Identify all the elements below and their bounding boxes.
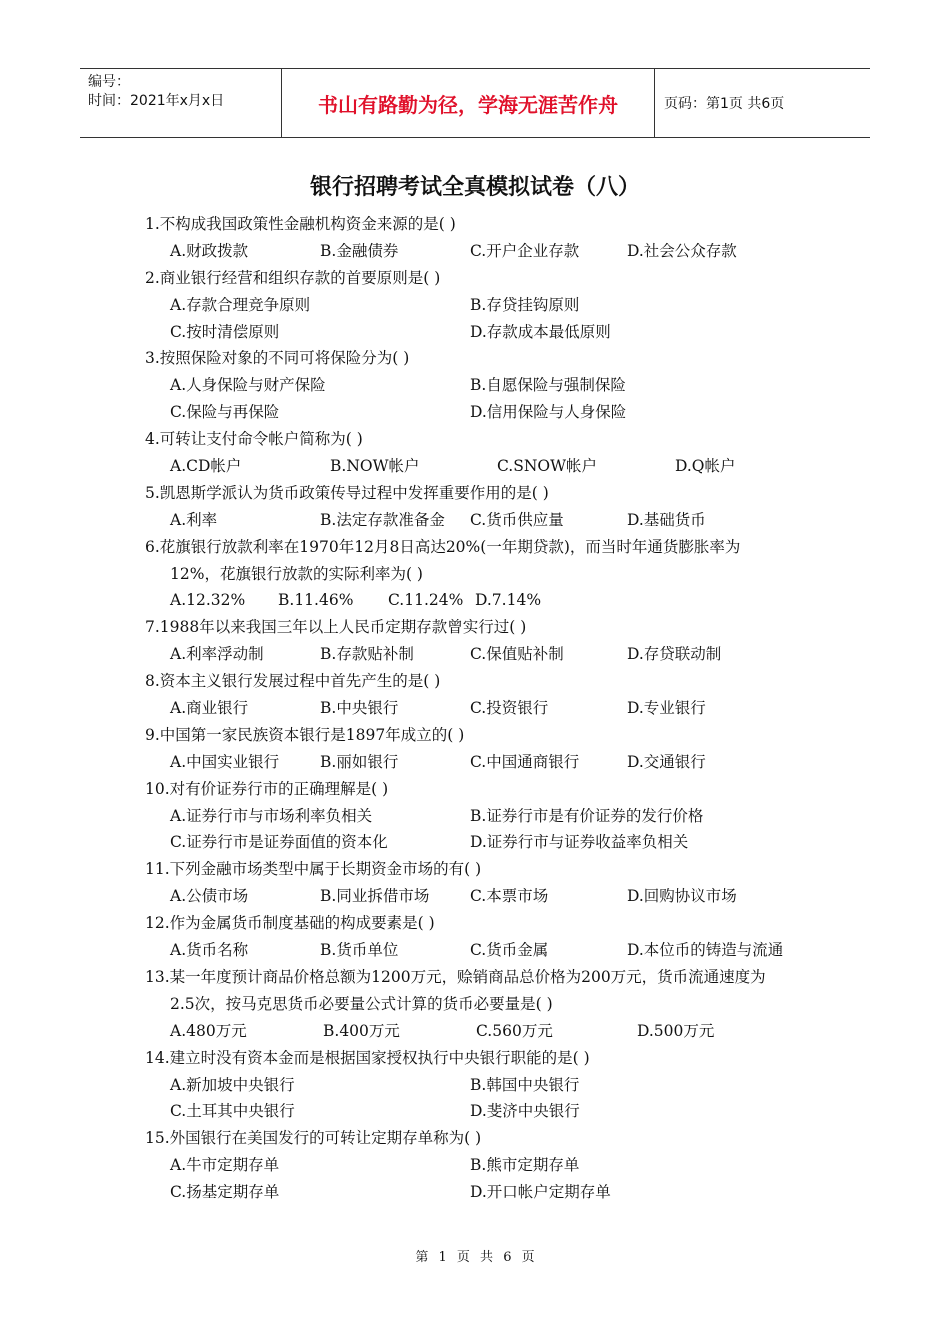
answer-option: B.熊市定期存单 (470, 1156, 580, 1175)
page-footer: 第 1 页 共 6 页 (415, 1250, 535, 1265)
option-row (145, 453, 835, 480)
answer-option: C.货币供应量 (470, 510, 564, 529)
question-text: 2.商业银行经营和组织存款的首要原则是( ) (145, 268, 441, 287)
answer-option: A.公债市场 (170, 887, 249, 906)
answer-option: A.CD帐户 (170, 457, 242, 476)
option-row (145, 399, 835, 426)
answer-option: B.400万元 (323, 1021, 400, 1040)
answer-option: B.中央银行 (320, 699, 399, 718)
answer-option: C.本票市场 (470, 887, 549, 906)
page-header (80, 68, 870, 138)
question-text: 9.中国第一家民族资本银行是1897年成立的( ) (145, 725, 465, 744)
header-meta (80, 69, 281, 137)
answer-option: D.Q帐户 (675, 457, 736, 476)
answer-option: A.财政拨款 (170, 241, 249, 260)
answer-option: B.NOW帐户 (330, 457, 420, 476)
answer-option: D.500万元 (637, 1021, 715, 1040)
answer-option: B.韩国中央银行 (470, 1075, 580, 1094)
answer-option: C.证券行市是证券面值的资本化 (170, 833, 388, 852)
header-page-label: 页码：第1页 共6页 (664, 96, 785, 112)
question-text: 1.不构成我国政策性金融机构资金来源的是( ) (145, 215, 456, 233)
question-text: 15.外国银行在美国发行的可转让定期存单称为( ) (145, 1129, 482, 1148)
answer-option: A.证券行市与市场利率负相关 (170, 806, 373, 825)
answer-option: A.货币名称 (170, 941, 249, 960)
option-row (145, 292, 835, 319)
answer-option: C.560万元 (476, 1021, 553, 1040)
option-row (145, 829, 835, 856)
answer-option: D.社会公众存款 (627, 241, 737, 260)
answer-option: C.SNOW帐户 (497, 457, 598, 476)
answer-option: C.开户企业存款 (470, 241, 580, 260)
option-row (145, 319, 835, 346)
answer-option: C.按时清偿原则 (170, 322, 280, 341)
answer-option: B.丽如银行 (320, 752, 399, 771)
answer-option: D.证券行市与证券收益率负相关 (470, 833, 689, 852)
answer-option: D.基础货币 (627, 510, 706, 529)
answer-option: D.斐济中央银行 (470, 1102, 580, 1121)
answer-option: B.存贷挂钩原则 (470, 295, 580, 314)
question-text: 5.凯恩斯学派认为货币政策传导过程中发挥重要作用的是( ) (145, 483, 549, 502)
answer-option: B.自愿保险与强制保险 (470, 376, 626, 395)
exam-title: 银行招聘考试全真模拟试卷（八） (309, 175, 640, 200)
question-text: 11.下列金融市场类型中属于长期资金市场的有( ) (145, 860, 482, 879)
answer-option: B.存款贴补制 (320, 645, 414, 664)
answer-option: B.11.46% (278, 591, 354, 610)
option-row (145, 937, 835, 964)
answer-option: C.投资银行 (470, 699, 549, 718)
number-label: 编号： (88, 74, 130, 90)
question-text: 7.1988年以来我国三年以上人民币定期存款曾实行过( ) (145, 618, 527, 637)
option-row (145, 238, 835, 265)
answer-option: B.法定存款准备金 (320, 510, 445, 529)
answer-option: A.利率 (170, 510, 218, 529)
option-row (145, 1018, 835, 1045)
question-text: 12.作为金属货币制度基础的构成要素是( ) (145, 914, 435, 933)
answer-option: D.开口帐户定期存单 (470, 1183, 611, 1202)
option-row (145, 507, 835, 534)
header-motto: 书山有路勤为径，学海无涯苦作舟 (281, 69, 655, 137)
question-text: 14.建立时没有资本金而是根据国家授权执行中央银行职能的是( ) (145, 1048, 590, 1067)
answer-option: C.土耳其中央银行 (170, 1102, 295, 1121)
question-text: 13.某一年度预计商品价格总额为1200万元，赊销商品总价格为200万元，货币流通速度为 (145, 967, 766, 986)
answer-option: A.人身保险与财产保险 (170, 376, 326, 395)
question-text: 6.花旗银行放款利率在1970年12月8日高达20%(一年期贷款)，而当时年通货膨胀率为 (145, 537, 741, 556)
answer-option: C.中国通商银行 (470, 752, 580, 771)
option-row (145, 641, 835, 668)
answer-option: B.金融债券 (320, 241, 399, 260)
answer-option: D.交通银行 (627, 752, 706, 771)
answer-option: C.扬基定期存单 (170, 1183, 280, 1202)
option-row (145, 1179, 835, 1206)
option-row (145, 372, 835, 399)
answer-option: D.信用保险与人身保险 (470, 403, 627, 422)
option-row (145, 695, 835, 722)
answer-option: A.新加坡中央银行 (170, 1075, 295, 1094)
answer-option: C.保值贴补制 (470, 645, 564, 664)
option-row (145, 1072, 835, 1099)
answer-option: C.11.24% (388, 591, 464, 610)
answer-option: B.货币单位 (320, 941, 399, 960)
answer-option: A.存款合理竞争原则 (170, 295, 311, 314)
answer-option: A.480万元 (170, 1021, 247, 1040)
question-text: 10.对有价证券行市的正确理解是( ) (145, 779, 389, 798)
answer-option: A.中国实业银行 (170, 752, 280, 771)
question-text-continued: 2.5次，按马克思货币必要量公式计算的货币必要量是( ) (170, 994, 553, 1013)
option-row (145, 587, 835, 614)
answer-option: D.专业银行 (627, 699, 706, 718)
answer-option: D.本位币的铸造与流通 (627, 941, 784, 960)
question-list (145, 211, 835, 1206)
question-text: 8.资本主义银行发展过程中首先产生的是( ) (145, 672, 441, 691)
answer-option: A.12.32% (170, 591, 246, 610)
answer-option: B.同业拆借市场 (320, 887, 430, 906)
answer-option: D.回购协议市场 (627, 887, 737, 906)
option-row (145, 1152, 835, 1179)
answer-option: C.货币金属 (470, 941, 549, 960)
answer-option: A.牛市定期存单 (170, 1156, 280, 1175)
date-label: 时间：2021年x月x日 (88, 93, 225, 109)
question-text: 3.按照保险对象的不同可将保险分为( ) (145, 349, 410, 368)
question-text: 4.可转让支付命令帐户简称为( ) (145, 430, 363, 449)
answer-option: D.存款成本最低原则 (470, 322, 611, 341)
option-row (145, 883, 835, 910)
answer-option: D.7.14% (475, 591, 542, 610)
option-row (145, 749, 835, 776)
answer-option: D.存贷联动制 (627, 645, 722, 664)
answer-option: A.利率浮动制 (170, 645, 264, 664)
answer-option: A.商业银行 (170, 699, 249, 718)
answer-option: C.保险与再保险 (170, 403, 280, 422)
option-row (145, 1098, 835, 1125)
answer-option: B.证券行市是有价证券的发行价格 (470, 806, 704, 825)
question-text-continued: 12%，花旗银行放款的实际利率为( ) (170, 564, 423, 583)
option-row (145, 803, 835, 830)
